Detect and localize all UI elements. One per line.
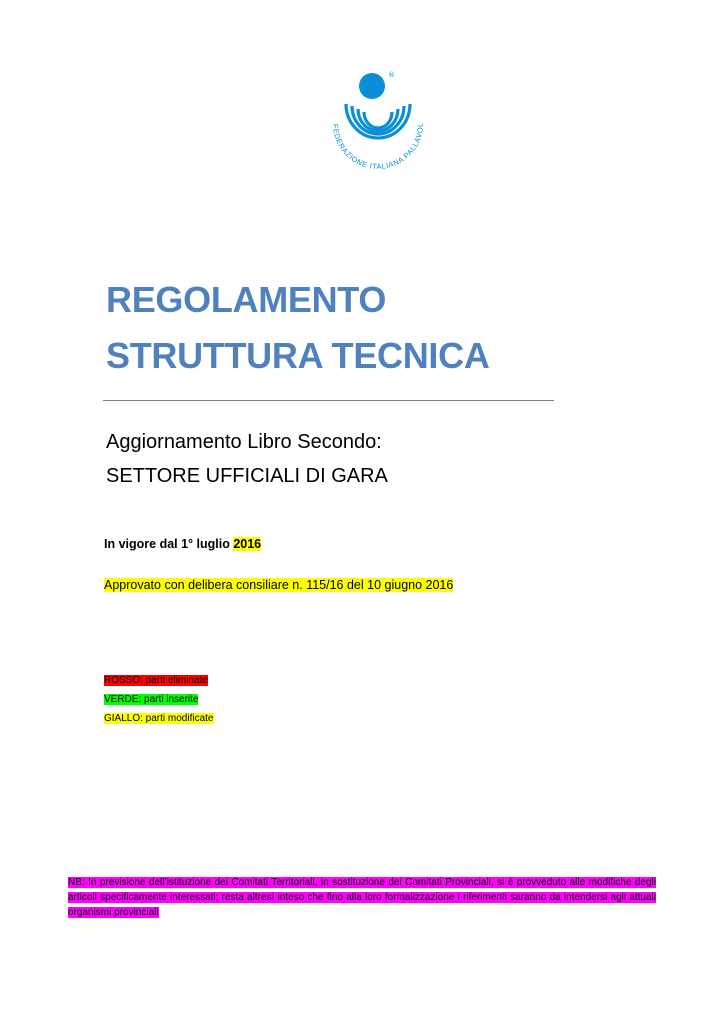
legend-yellow: GIALLO: parti modificate [104, 713, 214, 724]
subtitle-line-1: Aggiornamento Libro Secondo: [106, 431, 382, 453]
title-divider [103, 400, 554, 401]
fipav-logo [318, 64, 438, 194]
note-text: NB: In previsione dell’istituzione dei Comitati Territoriali, in sostituzione dei Comitati Provinciali, si è provveduto alle modifiche degli articoli specificamente interessati; resta altresì inteso che fino alla loro formalizzazione i riferimenti saranno da intendersi agli attuali organismi provinciali [68, 877, 656, 918]
effective-date-text: In vigore dal 1° luglio [104, 537, 234, 551]
document-title [106, 272, 490, 384]
approval-statement [104, 576, 453, 594]
registered-mark: ® [388, 71, 395, 79]
logo-ring-text: FEDERAZIONE ITALIANA PALLAVOL [330, 122, 426, 172]
legend-red: ROSSO: parti eliminate [104, 675, 208, 686]
title-line-1: REGOLAMENTO [106, 279, 387, 320]
effective-year: 2016 [233, 537, 262, 551]
color-legend [104, 671, 214, 728]
subtitle-line-2: SETTORE UFFICIALI DI GARA [106, 465, 388, 487]
volleyball-federation-logo-icon [318, 64, 438, 194]
title-line-2: STRUTTURA TECNICA [106, 335, 490, 376]
note-paragraph [68, 875, 656, 920]
legend-green: VERDE: parti inserite [104, 694, 199, 705]
approval-text: Approvato con delibera consiliare n. 115/16 del 10 giugno 2016 [104, 578, 454, 592]
effective-date [104, 535, 261, 553]
document-subtitle [106, 425, 388, 493]
